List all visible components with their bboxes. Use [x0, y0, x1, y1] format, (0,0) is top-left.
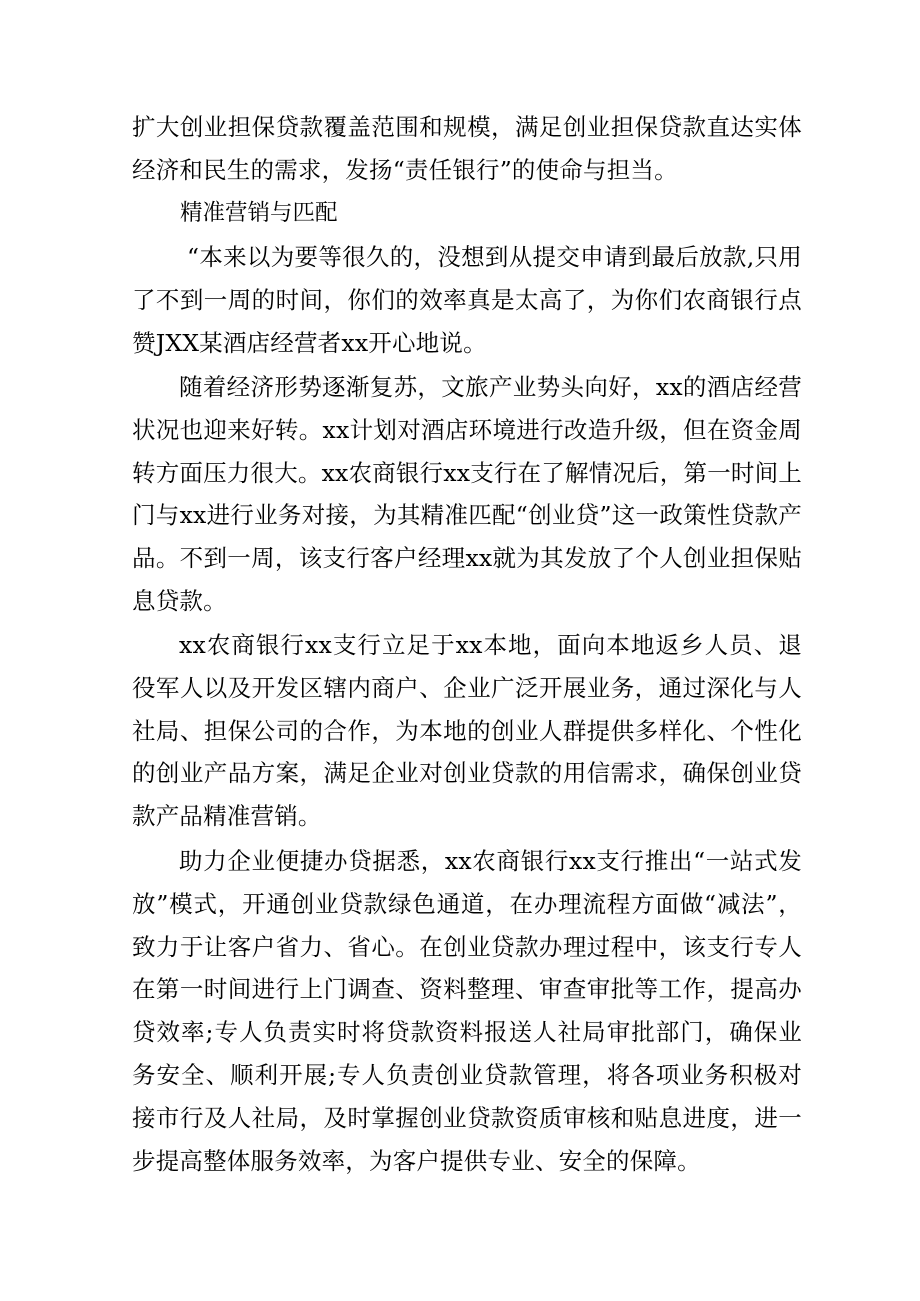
paragraph-one-stop-service: 助力企业便捷办贷据悉，xx农商银行xx支行推出“一站式发放”模式，开通创业贷款绿色通道，在办理流程方面做“减法”，致力于让客户省力、省心。在创业贷款办理过程中，该支行专人在第一时间进行上门调查、资料整理、审查审批等工作，提高办贷效率;专人负责实时将贷款资料报送人社局审批部门，确保业务安全、顺利开展;专人负责创业贷款管理，将各项业务积极对接市行及人社局，及时掌握创业贷款资质审核和贴息进度，进一步提高整体服务效率，为客户提供专业、安全的保障。	[132, 847, 802, 1175]
paragraph-branch-service: xx农商银行xx支行立足于xx本地，面向本地返乡人员、退役军人以及开发区辖内商户、企业广泛开展业务，通过深化与人社局、担保公司的合作，为本地的创业人群提供多样化、个性化的创业产品方案，满足企业对创业贷款的用信需求，确保创业贷款产品精准营销。	[132, 631, 802, 831]
paragraph-intro-continuation: 扩大创业担保贷款覆盖范围和规模，满足创业担保贷款直达实体经济和民生的需求，发扬“责任银行”的使命与担当。	[132, 113, 802, 184]
section-heading: 精准营销与匹配	[180, 200, 338, 226]
paragraph-hotel-case: 随着经济形势逐渐复苏，文旅产业势头向好，xx的酒店经营状况也迎来好转。xx计划对酒店环境进行改造升级，但在资金周转方面压力很大。xx农商银行xx支行在了解情况后，第一时间上门与xx进行业务对接，为其精准匹配“创业贷”这一政策性贷款产品。不到一周，该支行客户经理xx就为其发放了个人创业担保贴息贷款。	[132, 373, 803, 615]
paragraph-customer-quote: “本来以为要等很久的，没想到从提交申请到最后放款,只用了不到一周的时间，你们的效率真是太高了，为你们农商银行点赞JXX某酒店经营者xx开心地说。	[132, 243, 802, 357]
